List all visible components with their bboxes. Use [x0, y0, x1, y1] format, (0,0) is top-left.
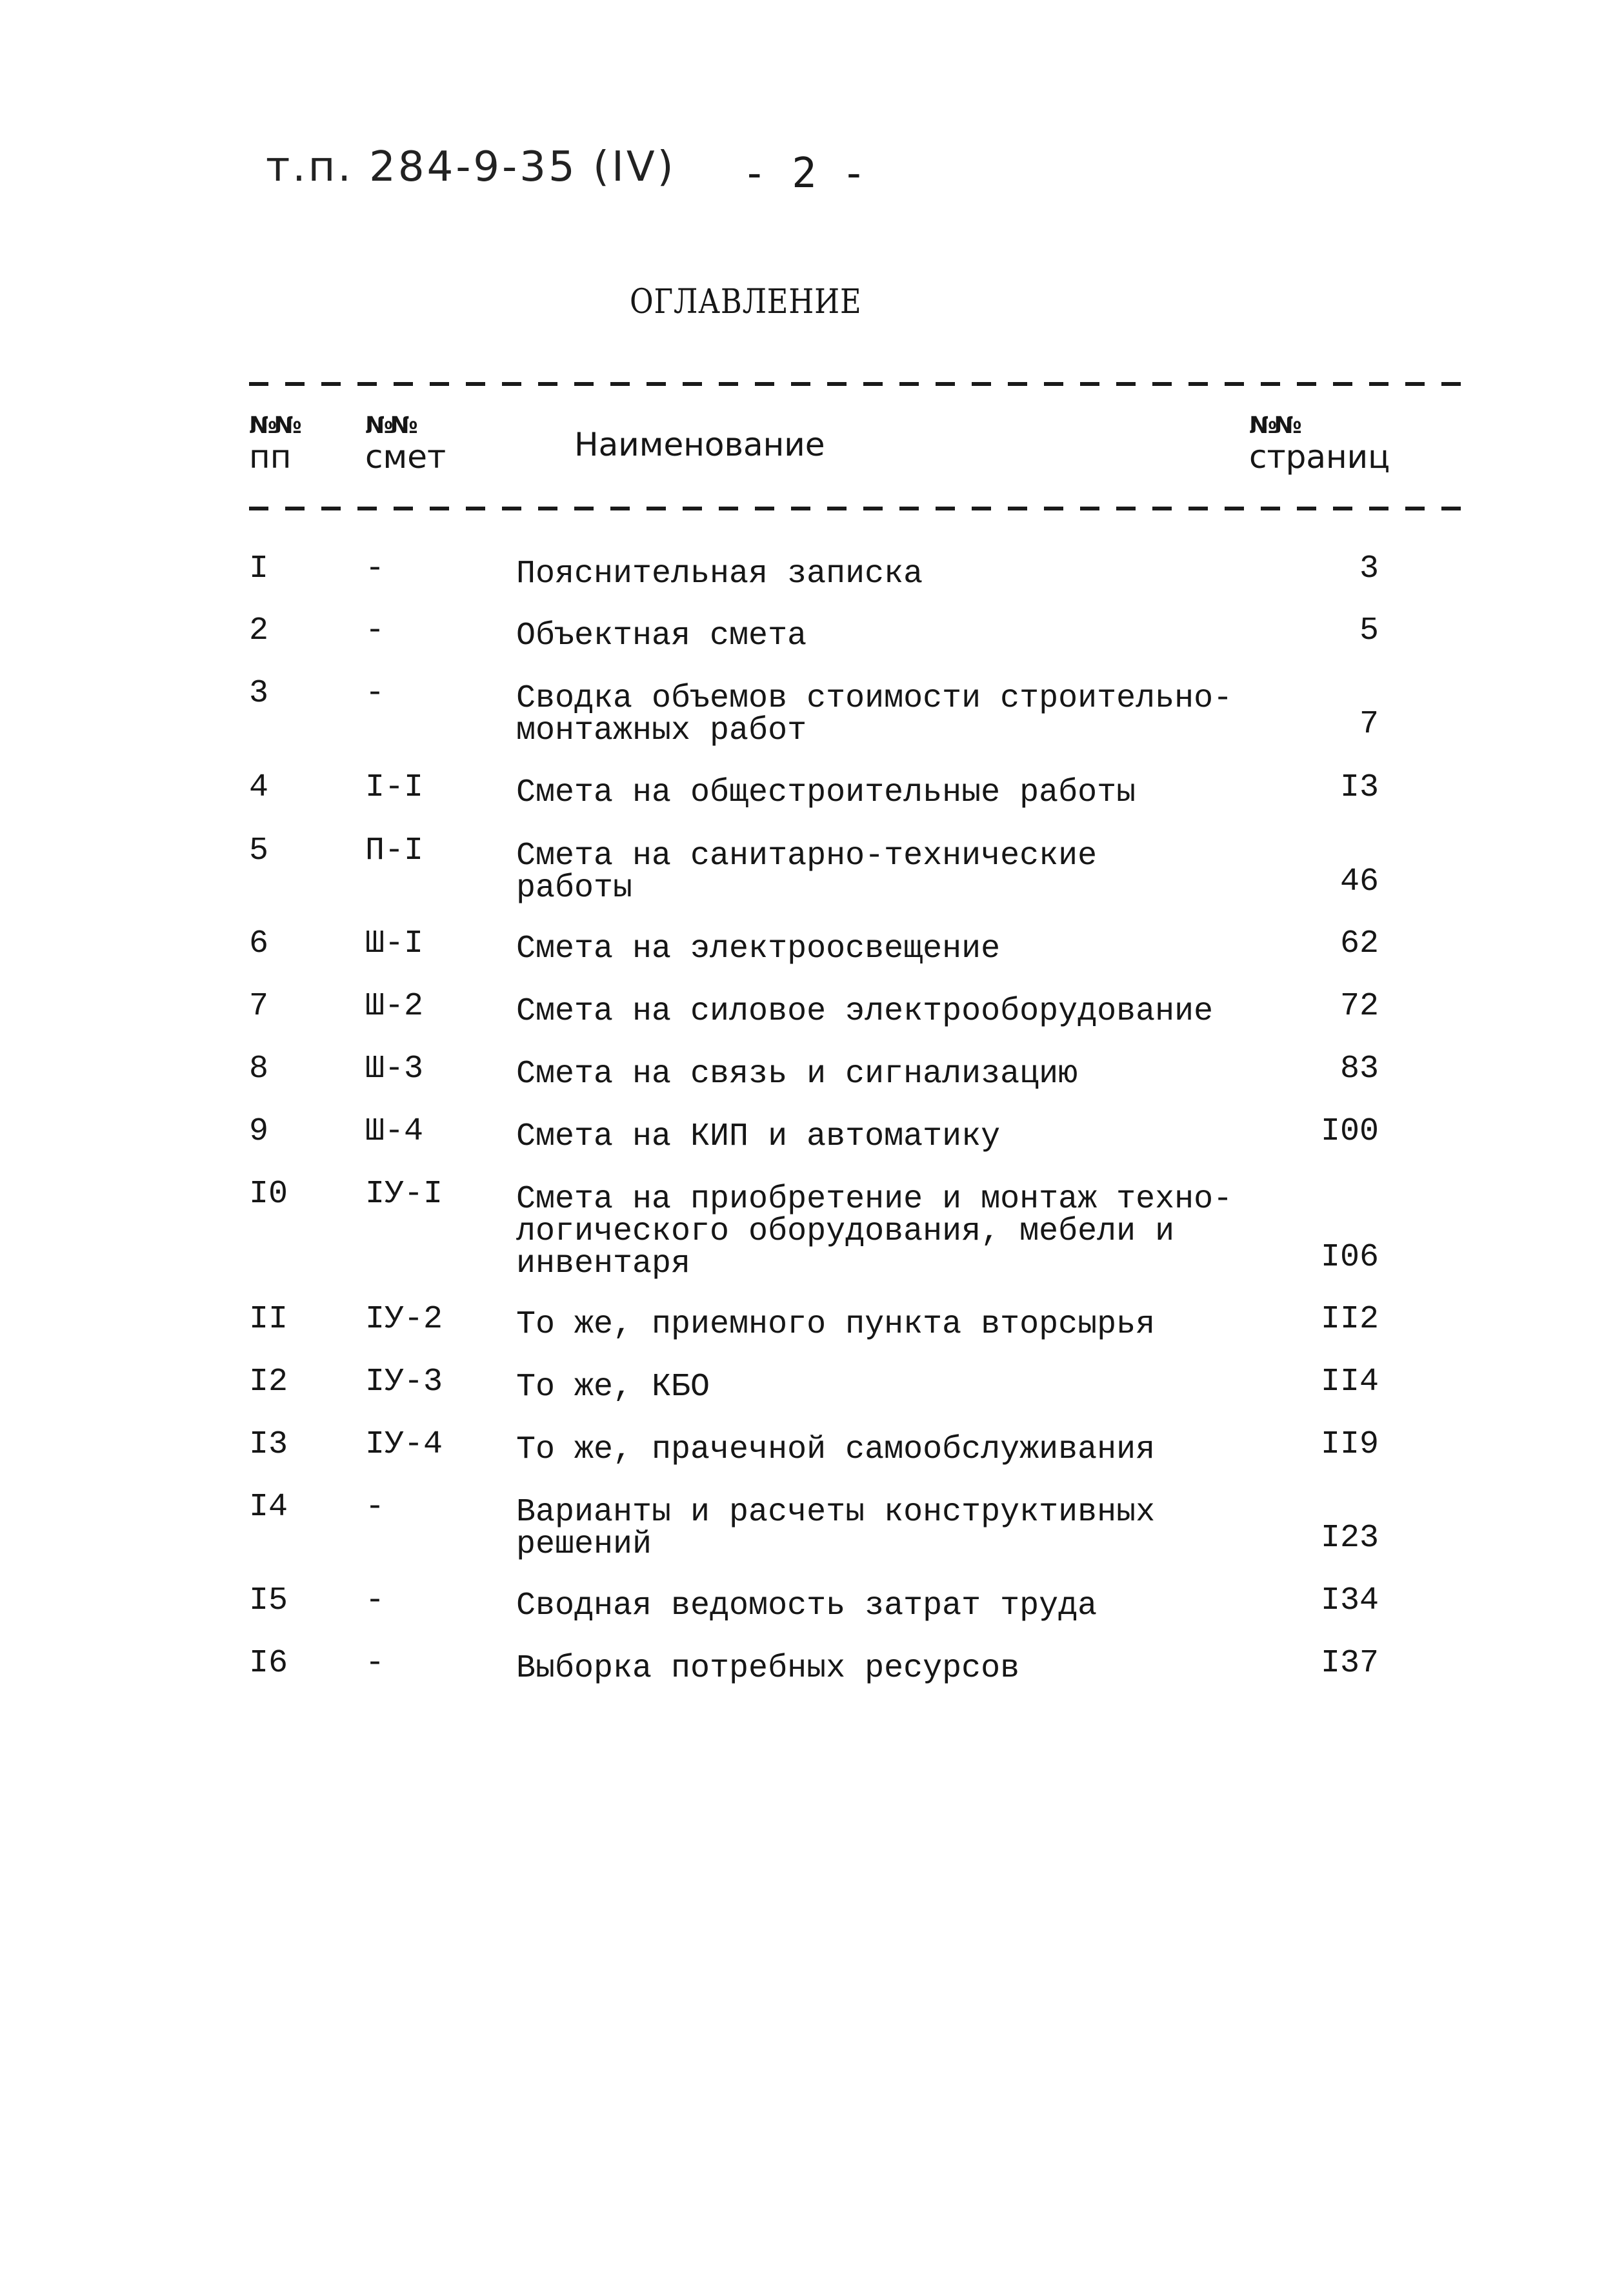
row-estimate: IУ-2 [365, 1301, 443, 1338]
row-estimate: - [365, 612, 385, 649]
row-number: II [249, 1301, 288, 1338]
row-name: Смета на приобретение и монтаж техно- логического оборудования, мебели и инвентаря [516, 1181, 1233, 1282]
row-page: I37 [1320, 1645, 1379, 1682]
row-page: I3 [1339, 769, 1379, 806]
column-header-num-label: пп [249, 438, 292, 476]
row-page: I34 [1320, 1582, 1379, 1619]
row-name: То же, приемного пункта вторсырья [516, 1306, 1156, 1343]
row-number: I2 [249, 1364, 288, 1400]
row-number: I3 [249, 1426, 288, 1463]
row-estimate: Ш-2 [365, 988, 424, 1025]
row-page: 7 [1359, 706, 1379, 743]
row-number: 6 [249, 925, 269, 962]
row-page: I06 [1320, 1239, 1379, 1276]
row-number: 2 [249, 612, 269, 649]
row-name: Варианты и расчеты конструктивных решений [516, 1494, 1156, 1563]
row-name: Смета на общестроительные работы [516, 774, 1136, 811]
row-number: 9 [249, 1113, 269, 1150]
column-header-estimate [365, 413, 446, 475]
row-page: 3 [1359, 550, 1379, 587]
row-estimate: - [365, 1582, 385, 1619]
row-estimate: IУ-I [365, 1176, 443, 1213]
row-number: 4 [249, 769, 269, 806]
column-header-num-symbol: №№ [249, 412, 299, 439]
row-number: 8 [249, 1051, 269, 1087]
row-name: Смета на КИП и автоматику [516, 1118, 1001, 1155]
row-estimate: - [365, 1489, 385, 1526]
row-name: Смета на санитарно-технические работы [516, 838, 1098, 907]
row-name: Пояснительная записка [516, 556, 923, 592]
row-page: I00 [1320, 1113, 1379, 1150]
row-name: Сводная ведомость затрат труда [516, 1588, 1098, 1624]
row-page: 62 [1339, 925, 1379, 962]
row-name: Смета на силовое электрооборудование [516, 993, 1214, 1030]
row-page: 83 [1339, 1051, 1379, 1087]
row-number: 7 [249, 988, 269, 1025]
row-name: Сводка объемов стоимости строительно- монтажных работ [516, 680, 1233, 749]
row-estimate: Ш-3 [365, 1051, 424, 1087]
row-estimate: Ш-I [365, 925, 424, 962]
row-page: II2 [1320, 1301, 1379, 1338]
document-code: т.п. 284-9-35 (IV) [266, 143, 676, 191]
column-header-pages [1249, 413, 1390, 475]
row-page: 72 [1339, 988, 1379, 1025]
row-estimate: - [365, 675, 385, 712]
row-name: То же, прачечной самообслуживания [516, 1431, 1156, 1468]
row-name: Смета на связь и сигнализацию [516, 1056, 1078, 1093]
row-number: 5 [249, 832, 269, 869]
row-page: 5 [1359, 612, 1379, 649]
row-name: То же, КБО [516, 1369, 710, 1406]
row-page: II4 [1320, 1364, 1379, 1400]
row-number: I [249, 550, 269, 587]
row-number: I0 [249, 1176, 288, 1213]
header-dashed-rule [249, 507, 1466, 510]
row-estimate: Ш-4 [365, 1113, 424, 1150]
column-header-estimate-symbol: №№ [365, 412, 415, 439]
top-dashed-rule [249, 382, 1466, 386]
page-number: - 2 - [742, 150, 867, 197]
row-name: Объектная смета [516, 618, 807, 654]
row-estimate: I-I [365, 769, 424, 806]
row-number: I6 [249, 1645, 288, 1682]
row-name: Смета на электроосвещение [516, 931, 1001, 967]
row-estimate: - [365, 1645, 385, 1682]
row-number: I4 [249, 1489, 288, 1526]
row-number: 3 [249, 675, 269, 712]
column-header-pages-symbol: №№ [1249, 412, 1299, 439]
row-estimate: IУ-4 [365, 1426, 443, 1463]
column-header-name: Наименование [574, 426, 825, 463]
row-estimate: IУ-3 [365, 1364, 443, 1400]
page-title: ОГЛАВЛЕНИЕ [630, 283, 862, 321]
column-header-estimate-label: смет [365, 438, 446, 476]
row-page: 46 [1339, 863, 1379, 900]
row-estimate: - [365, 550, 385, 587]
row-page: II9 [1320, 1426, 1379, 1463]
row-page: I23 [1320, 1520, 1379, 1557]
column-header-num [249, 413, 299, 475]
row-name: Выборка потребных ресурсов [516, 1650, 1020, 1687]
column-header-pages-label: страниц [1249, 438, 1390, 476]
row-estimate: П-I [365, 832, 424, 869]
row-number: I5 [249, 1582, 288, 1619]
